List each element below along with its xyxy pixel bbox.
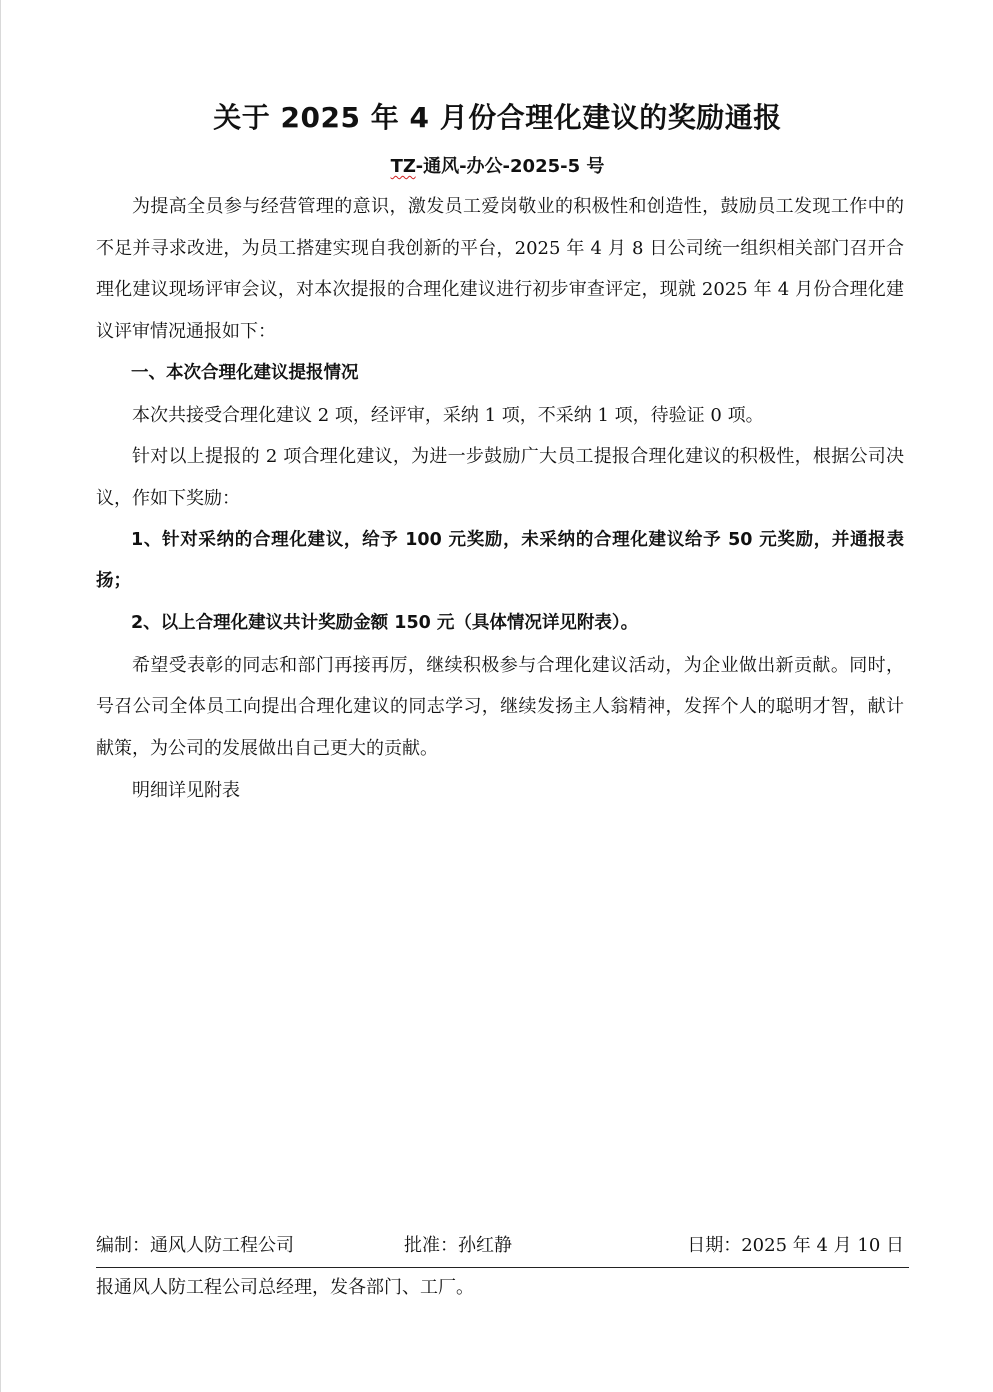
document-number-prefix: TZ [390, 156, 416, 177]
date-label: 日期：2025 年 4 月 10 日 [687, 1235, 904, 1256]
document-number-rest: -通风-办公-2025-5 号 [415, 156, 605, 177]
intro-paragraph: 为提高全员参与经营管理的意识，激发员工爱岗敬业的积极性和创造性，鼓励员工发现工作中的不足并寻求改进，为员工搭建实现自我创新的平台，2025 年 4 月 8 日公司统一组织相关部门召开合理化建议现场评审会议，对本次提报的合理化建议进行初步审查评定，现就 2025 年 4 月份合理化建议评审情况通报如下： [96, 196, 904, 343]
editor-label: 编制：通风人防工程公司 [96, 1235, 294, 1256]
closing-paragraph: 希望受表彰的同志和部门再接再厉，继续积极参与合理化建议活动，为企业做出新贡献。同时，号召公司全体员工向提出合理化建议的同志学习，继续发扬主人翁精神，发挥个人的聪明才智，献计献策，为公司的发展做出自己更大的贡献。 [96, 654, 904, 760]
reward-item-2: 2、以上合理化建议共计奖励金额 150 元（具体情况详见附表）。 [131, 613, 639, 634]
approver-label: 批准：孙红静 [404, 1235, 512, 1256]
document-title: 关于 2025 年 4 月份合理化建议的奖励通报 [213, 101, 782, 134]
document-body [96, 186, 904, 812]
section-heading: 一、本次合理化建议提报情况 [131, 362, 359, 383]
summary-paragraph: 本次共接受合理化建议 2 项，经评审，采纳 1 项，不采纳 1 项，待验证 0 项。 [132, 404, 764, 426]
reward-intro-paragraph: 针对以上提报的 2 项合理化建议，为进一步鼓励广大员工提报合理化建议的积极性，根据公司决议，作如下奖励： [96, 446, 904, 509]
footer-divider [96, 1267, 909, 1268]
reward-item-1: 1、针对采纳的合理化建议，给予 100 元奖励，未采纳的合理化建议给予 50 元奖励，并通报表扬； [96, 529, 904, 592]
document-number [1, 152, 993, 178]
distribution-note: 报通风人防工程公司总经理，发各部门、工厂。 [96, 1277, 474, 1298]
signature-line [96, 1228, 904, 1264]
attachment-note: 明细详见附表 [132, 779, 240, 801]
